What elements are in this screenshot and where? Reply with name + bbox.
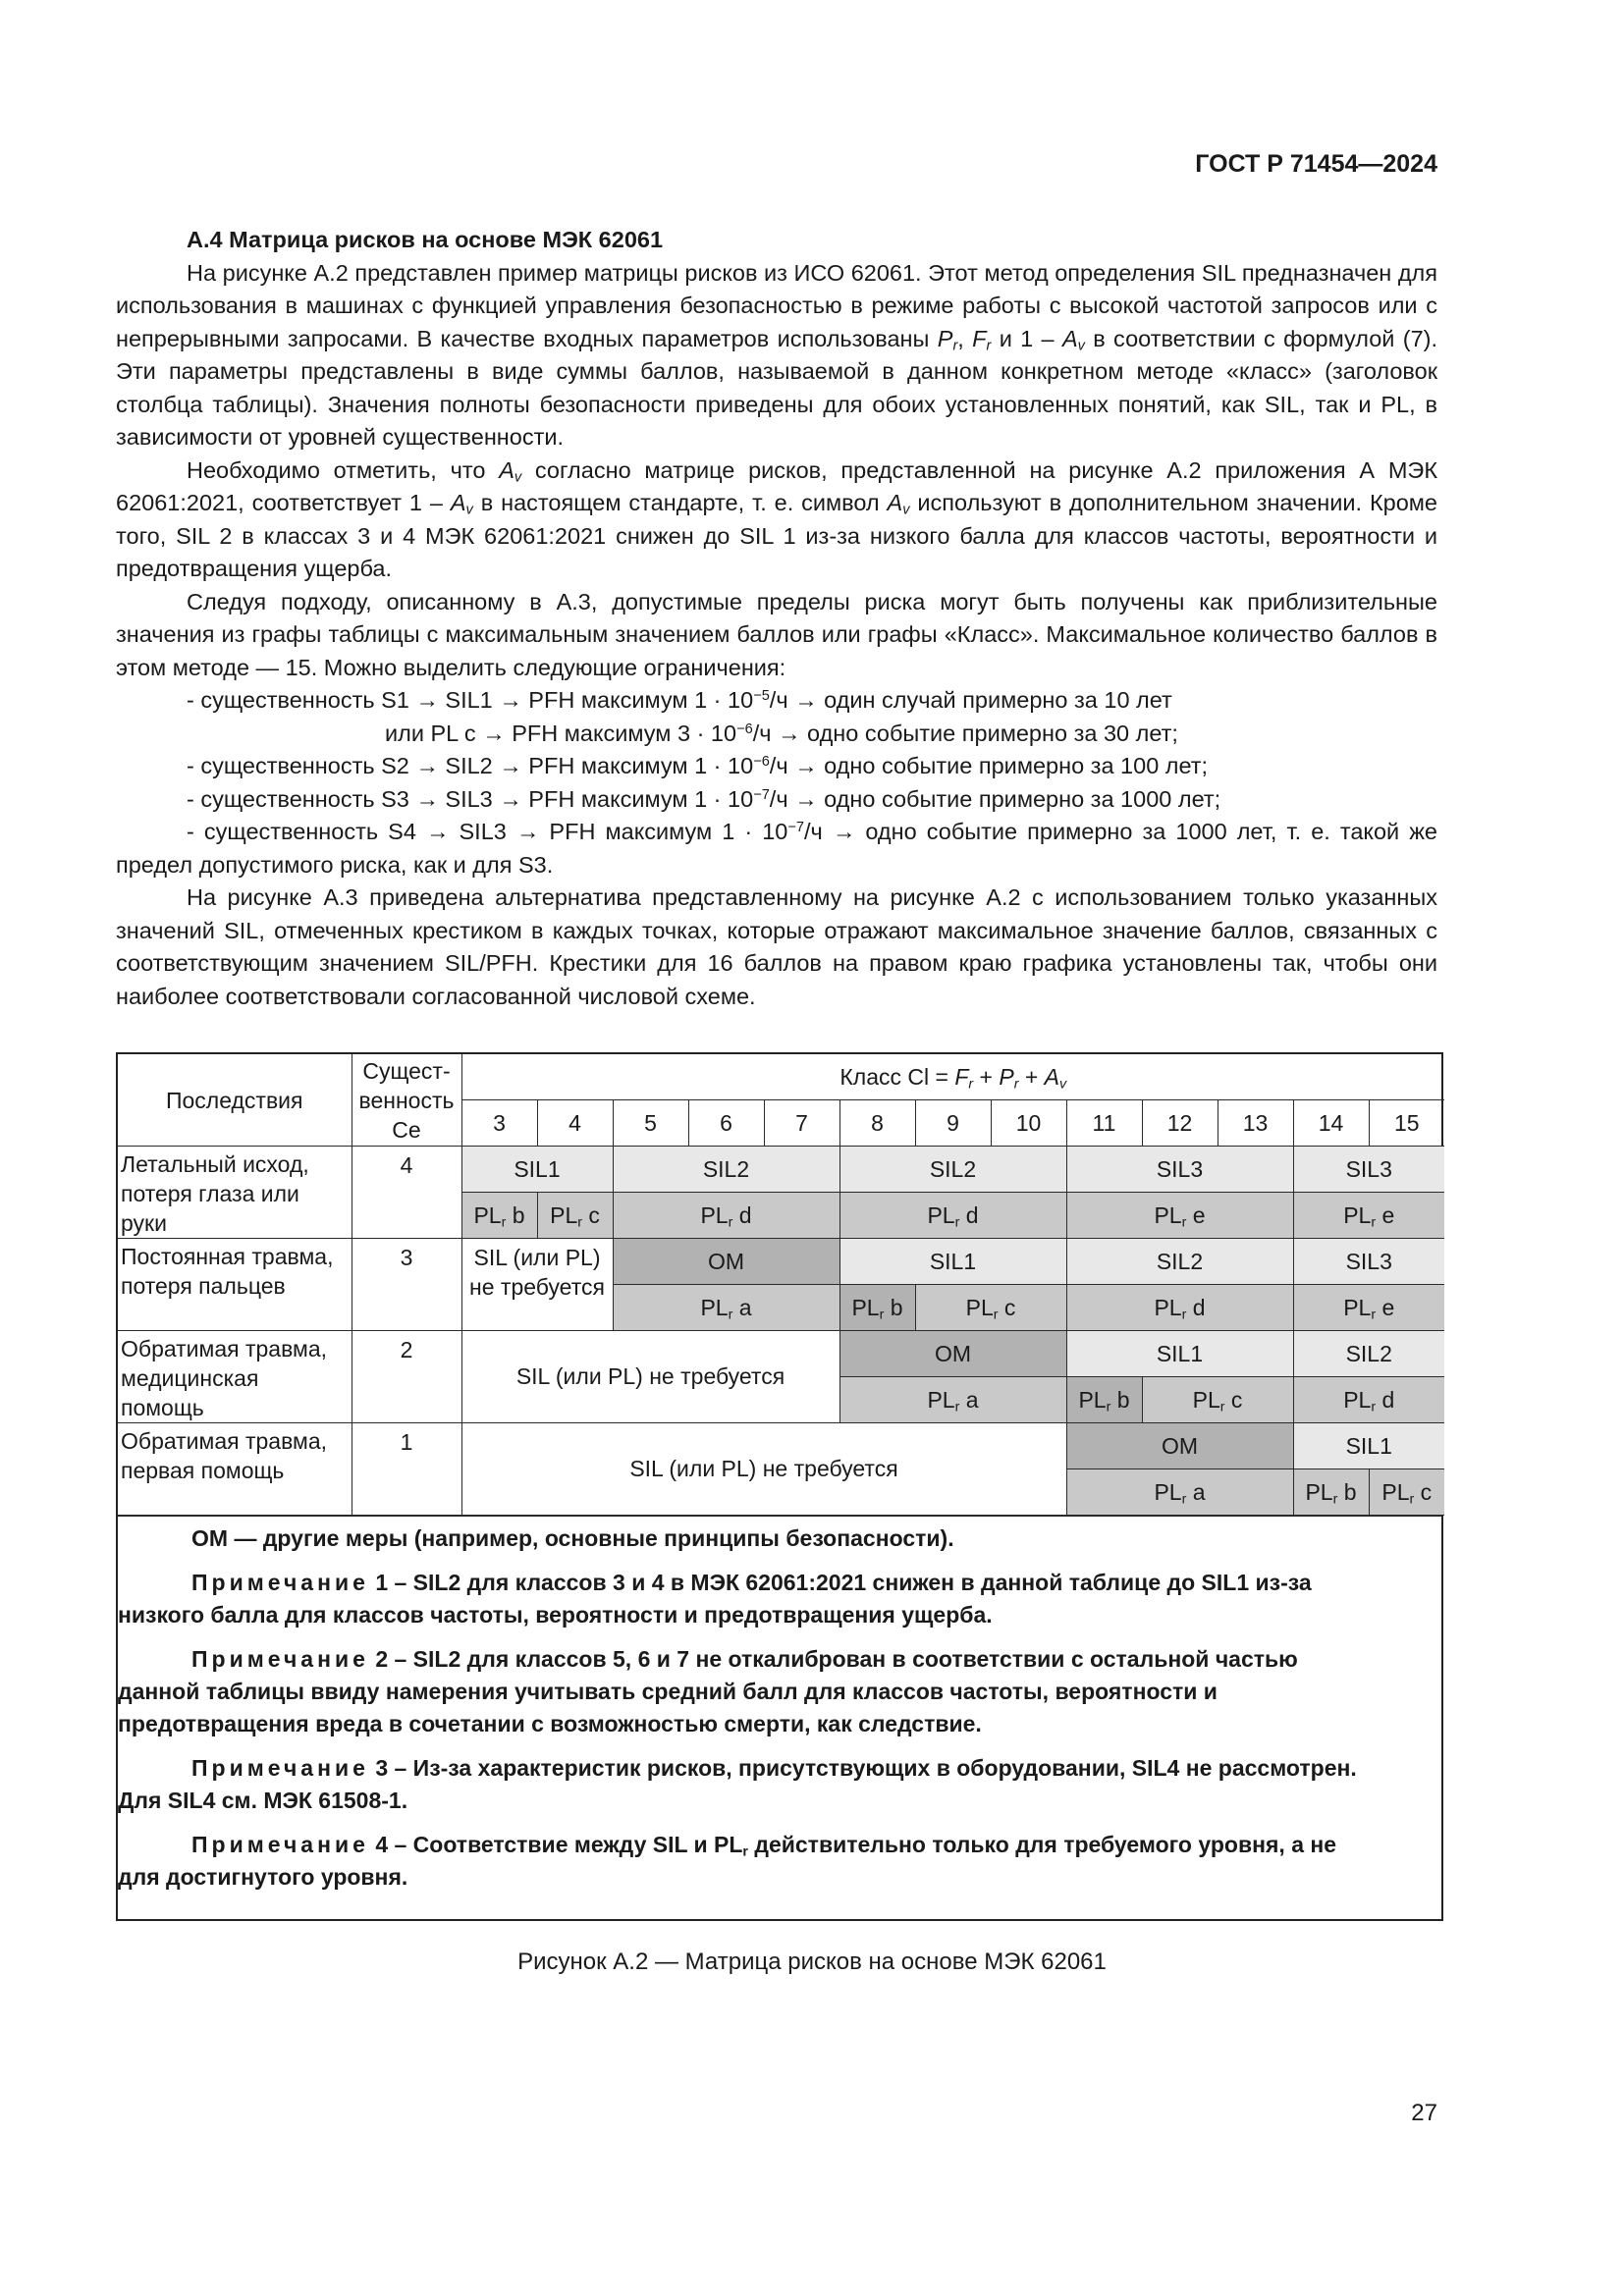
sil-cell: SIL1 [1293,1423,1444,1469]
paragraph-1: На рисунке А.2 представлен пример матрицы рисков из ИСО 62061. Этот метод определения SIL предназначен для использования в машинах с функцией управления безопасностью в режиме работы с высокой частотой запросов или с непрерывными запросами. В качестве входных параметров использованы $P_r$, $F_r$ и $1 - A_v$ в соответствии с формулой (7). Эти параметры представлены в виде суммы баллов, называемой в данном конкретном методе «класс» (заголовок столбца таблицы). Значения полноты безопасности приведены для обоих установленных понятий, как SIL, так и PL, в зависимости от уровней существенности. [116,259,1437,450]
class-number: 10 [991,1100,1066,1147]
class-number: 6 [688,1100,764,1147]
note-1: Примечание 1 – SIL2 для классов 3 и 4 в МЭК 62061:2021 снижен в данной таблице до SIL1 из-за низкого балла для классов частоты, вероятности и предотвращения ущерба. [118,1570,1312,1628]
paragraph-2: Необходимо отметить, что $A_v$ согласно матрице рисков, представленной на рисунке А.2 приложения А МЭК 62061:2021, соответствует $1 - A_v$ в настоящем стандарте, т. е. символ $A_v$ используют в дополнительном значении. Кроме того, SIL 2 в классах 3 и 4 МЭК 62061:2021 снижен до SIL 1 из-за низкого балла для классов частоты, вероятности и предотвращения ущерба. [116,456,1438,581]
class-number: 8 [839,1100,915,1147]
consequence-label: Летальный исход, потеря глаза или руки [118,1147,352,1239]
class-number: 7 [764,1100,839,1147]
severity-value: 1 [352,1423,461,1516]
pl-cell: $PL_r$ a [839,1377,1066,1423]
class-number: 12 [1142,1100,1218,1147]
not-required-cell: SIL (или PL) не требуется [461,1239,613,1331]
consequence-label: Постоянная травма, потеря пальцев [118,1239,352,1331]
class-number: 3 [461,1100,537,1147]
header-consequences: Последствия [118,1054,352,1147]
class-number: 13 [1218,1100,1293,1147]
pl-cell: $PL_r$ b [461,1193,537,1239]
section-title: А.4 Матрица рисков на основе МЭК 62061 [187,227,664,252]
pl-cell: $PL_r$ e [1293,1285,1444,1331]
om-cell: OM [613,1239,839,1285]
pl-cell: $PL_r$ c [915,1285,1066,1331]
sil-cell: SIL1 [461,1147,613,1193]
document-code: ГОСТ Р 71454—2024 [1195,150,1437,178]
list-item-s1: - существенность S1 → SIL1 → PFH максимум $1 \cdot 10^{-5}/ч$ → один случай примерно за 10 лет [187,687,1172,713]
class-number: 9 [915,1100,991,1147]
pl-cell: $PL_r$ d [839,1193,1066,1239]
sil-cell: SIL2 [1293,1331,1444,1377]
pl-cell: $PL_r$ b [839,1285,915,1331]
paragraph-3: Следуя подходу, описанному в А.3, допустимые пределы риска могут быть получены как приблизительные значения из графы таблицы с максимальным значением баллов или графы «Класс». Максимальное количество баллов в этом методе — 15. Можно выделить следующие ограничения: [116,588,1437,680]
pl-cell: $PL_r$ a [1066,1469,1293,1516]
sil-cell: SIL3 [1066,1147,1293,1193]
pl-cell: $PL_r$ e [1066,1193,1293,1239]
class-number: 11 [1066,1100,1142,1147]
om-definition: ОМ — другие меры (например, основные принципы безопасности). [191,1525,954,1551]
pl-cell: $PL_r$ c [1369,1469,1444,1516]
class-number: 14 [1293,1100,1369,1147]
sil-cell: SIL1 [839,1239,1066,1285]
list-item-s2: - существенность S2 → SIL2 → PFH максимум $1 \cdot 10^{-6}/ч$ → одно событие примерно за 100 лет; [187,753,1209,778]
risk-matrix-table [118,1054,1444,1516]
pl-cell: $PL_r$ c [1142,1377,1293,1423]
sil-cell: SIL2 [613,1147,839,1193]
class-number: 5 [613,1100,688,1147]
pl-cell: $PL_r$ d [1066,1285,1293,1331]
list-item-s4: - существенность S4 → SIL3 → PFH максимум $1 \cdot 10^{-7}/ч$ → одно событие примерно за 1000 лет, т. е. такой же предел допустимого риска, как и для S3. [116,819,1437,878]
section-a4 [116,224,1437,1013]
class-number: 15 [1369,1100,1444,1147]
om-cell: OM [1066,1423,1293,1469]
pl-cell: $PL_r$ c [537,1193,613,1239]
pl-cell: $PL_r$ e [1293,1193,1444,1239]
pl-cell: $PL_r$ d [1293,1377,1444,1423]
note-4: Примечание 4 – Соответствие между SIL и $PL_r$ действительно только для требуемого уровня, а не для достигнутого уровня. [118,1832,1337,1890]
pl-cell: $PL_r$ b [1066,1377,1142,1423]
pl-cell: $PL_r$ b [1293,1469,1369,1516]
not-required-cell: SIL (или PL) не требуется [461,1423,1066,1516]
sil-cell: SIL2 [839,1147,1066,1193]
consequence-label: Обратимая травма, первая помощь [118,1423,352,1516]
pl-cell: $PL_r$ a [613,1285,839,1331]
not-required-cell: SIL (или PL) не требуется [461,1331,839,1423]
sil-cell: SIL2 [1066,1239,1293,1285]
class-number: 4 [537,1100,613,1147]
consequence-label: Обратимая травма, медицинская помощь [118,1331,352,1423]
list-item-s3: - существенность S3 → SIL3 → PFH максимум $1 \cdot 10^{-7}/ч$ → одно событие примерно за 1000 лет; [187,785,1221,812]
om-cell: OM [839,1331,1066,1377]
pl-cell: $PL_r$ d [613,1193,839,1239]
figure-caption: Рисунок А.2 — Матрица рисков на основе МЭК 62061 [517,1949,1107,1975]
sil-cell: SIL3 [1293,1147,1444,1193]
sil-cell: SIL1 [1066,1331,1293,1377]
page-number: 27 [1411,2100,1437,2126]
header-severity: Сущест-венность Ce [352,1054,461,1147]
list-item-s1-alt: или PL c → PFH максимум $3 \cdot 10^{-6}/ч$ → одно событие примерно за 30 лет; [385,720,1178,746]
figure-notes [118,1516,1441,1919]
severity-value: 3 [352,1239,461,1331]
header-class: Класс $Cl = F_r + P_r + A_v$ [461,1054,1444,1100]
severity-value: 4 [352,1147,461,1239]
note-2: Примечание 2 – SIL2 для классов 5, 6 и 7 не откалиброван в соответствии с остальной частью данной таблицы ввиду намерения учитывать средний балл для классов частоты, вероятности и предотвращения вреда в сочетании с возможностью смерти, как следствие. [118,1646,1298,1736]
severity-value: 2 [352,1331,461,1423]
risk-matrix-figure [116,1052,1443,1921]
paragraph-4: На рисунке А.3 приведена альтернатива представленному на рисунке А.2 с использованием только указанных значений SIL, отмеченных крестиком в каждых точках, которые отражают максимальное значение баллов, связанных с соответствующим значением SIL/PFH. Крестики для 16 баллов на правом краю графика установлены так, чтобы они наиболее соответствовали согласованной числовой схеме. [116,884,1437,1009]
note-3: Примечание 3 – Из-за характеристик рисков, присутствующих в оборудовании, SIL4 не рассмотрен. Для SIL4 см. МЭК 61508-1. [118,1755,1357,1813]
sil-cell: SIL3 [1293,1239,1444,1285]
